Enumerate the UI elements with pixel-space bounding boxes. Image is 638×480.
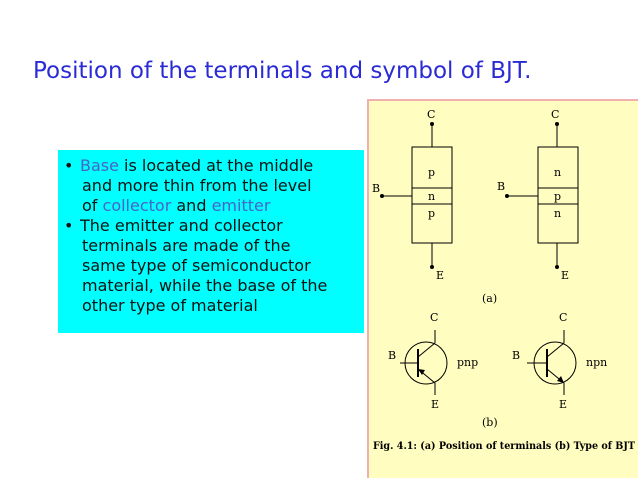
bullet-2-line-3: same type of semiconductor <box>82 256 311 275</box>
npn-block <box>497 108 578 282</box>
bullet-box <box>58 150 364 333</box>
pnp-c-dot <box>430 122 434 126</box>
label-b: (b) <box>482 416 498 429</box>
pnp-c-label: C <box>427 108 436 121</box>
pnp-layer-top: p <box>428 166 436 179</box>
npn-sym-e-label: E <box>559 398 568 411</box>
bullet-1-line-3 <box>64 196 358 216</box>
pnp-block <box>372 108 452 282</box>
npn-layer-top: n <box>554 166 562 179</box>
pnp-b-dot <box>380 194 384 198</box>
pnp-sym-c-label: C <box>430 311 439 324</box>
pnp-sym-b-label: B <box>388 349 397 362</box>
npn-layer-mid: p <box>554 190 562 203</box>
npn-b-dot <box>505 194 509 198</box>
bullet-1-line-1 <box>64 156 358 176</box>
bullet-text: The emitter and collector <box>80 216 283 235</box>
bullet-text: and <box>171 196 212 215</box>
pnp-sym-label: pnp <box>457 356 479 369</box>
bullet-text: is located at the middle <box>118 156 314 175</box>
bullet-2-line-1 <box>64 216 358 236</box>
bullet-2-line-5: other type of material <box>82 296 258 315</box>
pnp-b-label: B <box>372 182 381 195</box>
bullet-text: of <box>82 196 103 215</box>
bullet-dot-icon: • <box>64 216 74 235</box>
npn-e-label: E <box>561 269 570 282</box>
pnp-sym-e-label: E <box>431 398 440 411</box>
npn-sym-b-label: B <box>512 349 521 362</box>
npn-layer-bot: n <box>554 207 562 220</box>
bjt-figure <box>367 99 638 478</box>
bullet-2-line-4: material, while the base of the <box>82 276 328 295</box>
npn-sym-label: npn <box>586 356 608 369</box>
npn-e-dot <box>555 265 559 269</box>
pnp-e-label: E <box>436 269 445 282</box>
pnp-sym-collector <box>418 343 435 357</box>
npn-arrow-icon <box>557 376 564 383</box>
pnp-layer-mid: n <box>428 190 436 203</box>
keyword-emitter: emitter <box>211 196 271 215</box>
bullet-1-line-2: and more thin from the level <box>82 176 312 195</box>
slide-title: Position of the terminals and symbol of BJT. <box>33 58 532 84</box>
figure-caption: Fig. 4.1: (a) Position of terminals (b) Type of BJT <box>373 441 636 452</box>
bullet-2-line-2: terminals are made of the <box>82 236 291 255</box>
pnp-symbol <box>388 311 478 411</box>
pnp-e-dot <box>430 265 434 269</box>
npn-sym-collector <box>547 343 564 357</box>
bullet-dot-icon: • <box>64 156 74 175</box>
npn-sym-c-label: C <box>559 311 568 324</box>
npn-symbol <box>512 311 607 411</box>
keyword-base: Base <box>80 156 119 175</box>
npn-c-dot <box>555 122 559 126</box>
npn-c-label: C <box>551 108 560 121</box>
pnp-layer-bot: p <box>428 207 436 220</box>
keyword-collector: collector <box>102 196 172 215</box>
npn-b-label: B <box>497 180 506 193</box>
label-a: (a) <box>482 292 498 305</box>
bjt-diagram <box>369 101 638 480</box>
